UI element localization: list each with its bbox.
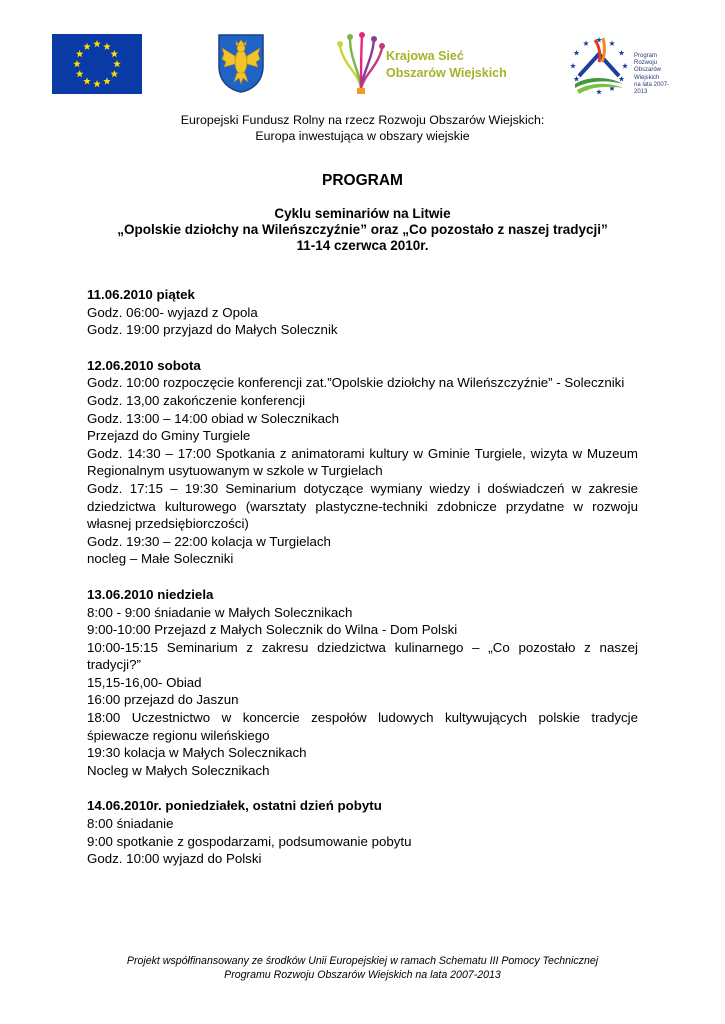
schedule-entry: 19:30 kolacja w Małych Solecznikach [87, 745, 307, 761]
prow-star-icon [583, 40, 589, 45]
funder-line: Europejski Fundusz Rolny na rzecz Rozwoju Obszarów Wiejskich: [180, 113, 545, 127]
prow-star-icon [574, 50, 580, 55]
subtitle-line: 11-14 czerwca 2010r. [296, 238, 429, 253]
day-heading: 13.06.2010 niedziela [87, 586, 214, 602]
schedule-entry: Godz. 17:15 – 19:30 Seminarium dotyczące wymiany wiedzy i doświadczeń w zakresie dziedzictwa kulturowego (warsztaty plastyczne-techniki zdobnicze przydatne w rozwoju własnej przedsiębiorczości) [87, 480, 638, 532]
schedule-entry: Nocleg w Małych Solecznikach [87, 762, 270, 778]
prow-logo-text: Program Rozwoju Obszarów Wiejskich na lata 2007-2013 [634, 53, 670, 96]
schedule-entry: 9:00 spotkanie z gospodarzami, podsumowanie pobytu [87, 833, 412, 849]
page-title: PROGRAM [322, 172, 403, 189]
prow-star-icon [596, 89, 602, 94]
schedule-entry: Godz. 06:00- wyjazd z Opola [87, 304, 258, 320]
prow-star-icon [619, 50, 625, 55]
schedule-entry: Godz. 14:30 – 17:00 Spotkania z animatorami kultury w Gminie Turgiele, wizyta w Muzeum Regionalnym usytuowanym w szkole w Turgielach [87, 445, 638, 479]
schedule-entry: nocleg – Małe Soleczniki [87, 551, 234, 567]
prow-star-icon [622, 63, 628, 68]
prow-star-icon [574, 76, 580, 81]
schedule-entry: Godz. 19:00 przyjazd do Małych Solecznik [87, 322, 338, 338]
day-section [87, 586, 638, 780]
day-heading: 12.06.2010 sobota [87, 357, 201, 373]
subtitle-line: Cyklu seminariów na Litwie [274, 206, 451, 221]
schedule-entry: 10:00-15:15 Seminarium z zakresu dziedzictwa kulinarnego – „Co pozostało z naszej tradycji?” [87, 639, 638, 673]
day-section [87, 797, 638, 867]
subtitle-line: „Opolskie dziołchy na Wileńszczyźnie” oraz „Co pozostało z naszej tradycji” [117, 222, 608, 237]
schedule-entry: Godz. 13:00 – 14:00 obiad w Solecznikach [87, 410, 340, 426]
eu-flag-logo [52, 34, 142, 94]
schedule-entry: Godz. 10:00 rozpoczęcie konferencji zat.”Opolskie dziołchy na Wileńszczyźnie” - Soleczniki [87, 375, 625, 391]
footer-note [0, 954, 725, 982]
ksow-logo-text: Krajowa Sieć Obszarów Wiejskich [386, 49, 507, 80]
prow-star-icon [619, 76, 625, 81]
ksow-flower-icon [336, 32, 386, 96]
day-section [87, 357, 638, 568]
schedule-entry: 18:00 Uczestnictwo w koncercie zespołów ludowych kultywujących polskie tradycje śpiewacze regionu wileńskiego [87, 710, 638, 743]
schedule-entry: 8:00 śniadanie [87, 816, 174, 832]
footer-line: Projekt współfinansowany ze środków Unii Europejskiej w ramach Schematu III Pomocy Technicznej [126, 955, 599, 967]
day-section [87, 286, 638, 339]
schedule-entry: Godz. 10:00 wyjazd do Polski [87, 851, 262, 867]
schedule-entry: Godz. 13,00 zakończenie konferencji [87, 392, 306, 408]
funder-line: Europa inwestująca w obszary wiejskie [255, 129, 470, 143]
program-schedule [87, 286, 638, 886]
schedule-entry: 8:00 - 9:00 śniadanie w Małych Solecznikach [87, 604, 353, 620]
schedule-entry: 15,15-16,00- Obiad [87, 674, 202, 690]
schedule-entry: 9:00-10:00 Przejazd z Małych Solecznik do Wilna - Dom Polski [87, 622, 458, 638]
opole-coat-of-arms-logo [216, 32, 266, 94]
schedule-entry: Przejazd do Gminy Turgiele [87, 428, 251, 444]
prow-emblem-icon [565, 32, 633, 98]
prow-star-icon [609, 40, 615, 45]
program-subtitle [0, 206, 725, 254]
prow-star-icon [570, 63, 576, 68]
ksow-logo [336, 32, 516, 96]
day-heading: 11.06.2010 piątek [87, 287, 195, 302]
day-heading: 14.06.2010r. poniedziałek, ostatni dzień pobytu [87, 798, 382, 814]
funder-statement [0, 112, 725, 144]
schedule-entry: 16:00 przejazd do Jaszun [87, 692, 239, 708]
prow-logo [565, 32, 680, 98]
footer-line: Programu Rozwoju Obszarów Wiejskich na lata 2007-2013 [224, 969, 501, 981]
schedule-entry: Godz. 19:30 – 22:00 kolacja w Turgielach [87, 533, 331, 549]
logo-bar [50, 32, 675, 100]
